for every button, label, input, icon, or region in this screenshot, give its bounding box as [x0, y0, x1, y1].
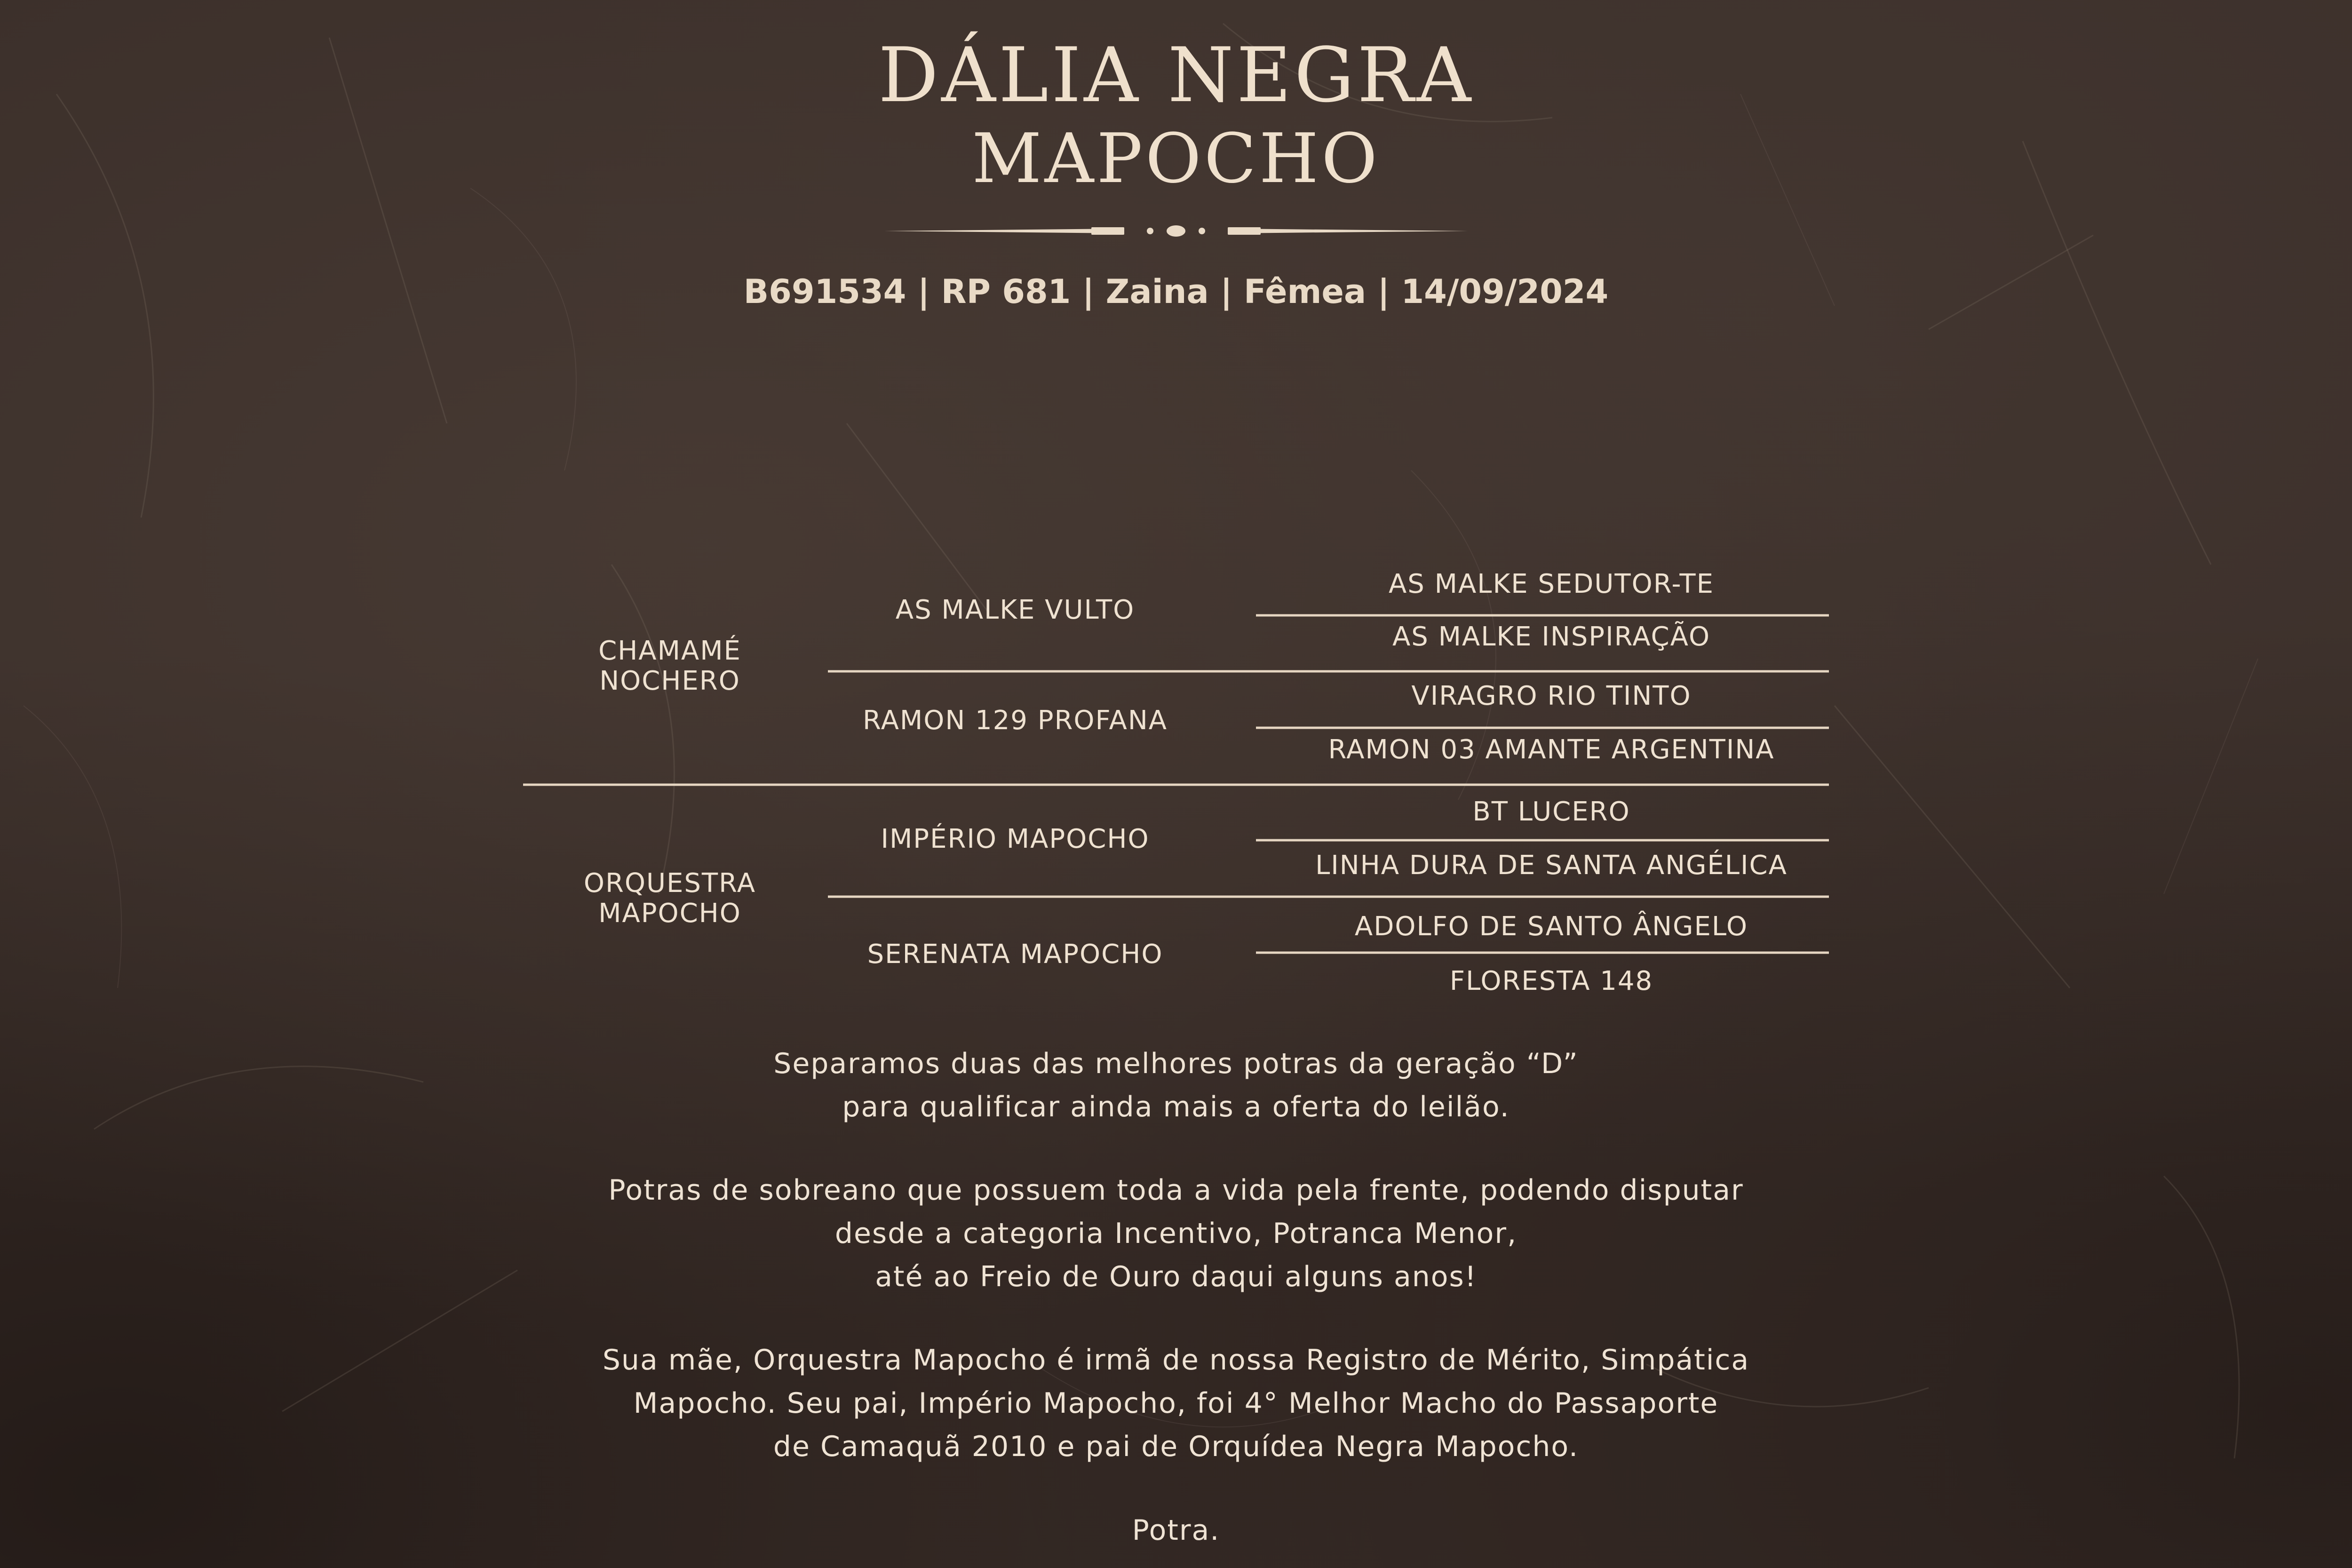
pedigree-ggs-2: VIRAGRO RIO TINTO — [1411, 681, 1692, 711]
description-line: Potra. — [1132, 1514, 1220, 1547]
description-line: até ao Freio de Ouro daqui alguns anos! — [875, 1260, 1477, 1293]
pedigree-paternal-grandsire: AS MALKE VULTO — [895, 595, 1135, 625]
description-line: Separamos duas das melhores potras da geração “D” — [773, 1047, 1579, 1080]
description-line: Mapocho. Seu pai, Império Mapocho, foi 4° Melhor Macho do Passaporte — [633, 1387, 1719, 1420]
description-paragraph-3 — [0, 1338, 2352, 1468]
description-line: desde a categoria Incentivo, Potranca Menor, — [834, 1217, 1518, 1250]
pedigree-maternal-granddam: SERENATA MAPOCHO — [867, 939, 1163, 970]
pedigree-ggd-3: LINHA DURA DE SANTA ANGÉLICA — [1315, 850, 1788, 881]
pedigree-ggs-3: BT LUCERO — [1472, 796, 1630, 827]
description-line: para qualificar ainda mais a oferta do leilão. — [842, 1090, 1510, 1123]
description-line: Potras de sobreano que possuem toda a vida pela frente, podendo disputar — [608, 1174, 1744, 1207]
horse-name-line1: DÁLIA NEGRA — [878, 31, 1474, 119]
horse-name-line2: MAPOCHO — [972, 119, 1380, 199]
description-paragraph-4 — [0, 1509, 2352, 1552]
pedigree-ggd-4: FLORESTA 148 — [1449, 966, 1653, 996]
pedigree-ggs-4: ADOLFO DE SANTO ÂNGELO — [1354, 911, 1748, 942]
pedigree-maternal-grandsire: IMPÉRIO MAPOCHO — [881, 824, 1150, 854]
pedigree-ggd-2: RAMON 03 AMANTE ARGENTINA — [1328, 734, 1775, 765]
pedigree-ggs-1: AS MALKE SEDUTOR-TE — [1388, 569, 1715, 599]
pedigree-ggd-1: AS MALKE INSPIRAÇÃO — [1392, 621, 1711, 652]
description-paragraph-1 — [0, 1042, 2352, 1129]
description-line: de Camaquã 2010 e pai de Orquídea Negra Mapocho. — [773, 1430, 1579, 1463]
description-line: Sua mãe, Orquestra Mapocho é irmã de nossa Registro de Mérito, Simpática — [602, 1344, 1750, 1377]
description-paragraph-2 — [0, 1169, 2352, 1298]
pedigree-paternal-granddam: RAMON 129 PROFANA — [862, 705, 1168, 736]
registry-info: B691534 | RP 681 | Zaina | Fêmea | 14/09/2024 — [743, 272, 1609, 311]
pedigree-sire: CHAMAMÉ NOCHERO — [598, 636, 741, 696]
pedigree-dam: ORQUESTRA MAPOCHO — [583, 868, 756, 929]
